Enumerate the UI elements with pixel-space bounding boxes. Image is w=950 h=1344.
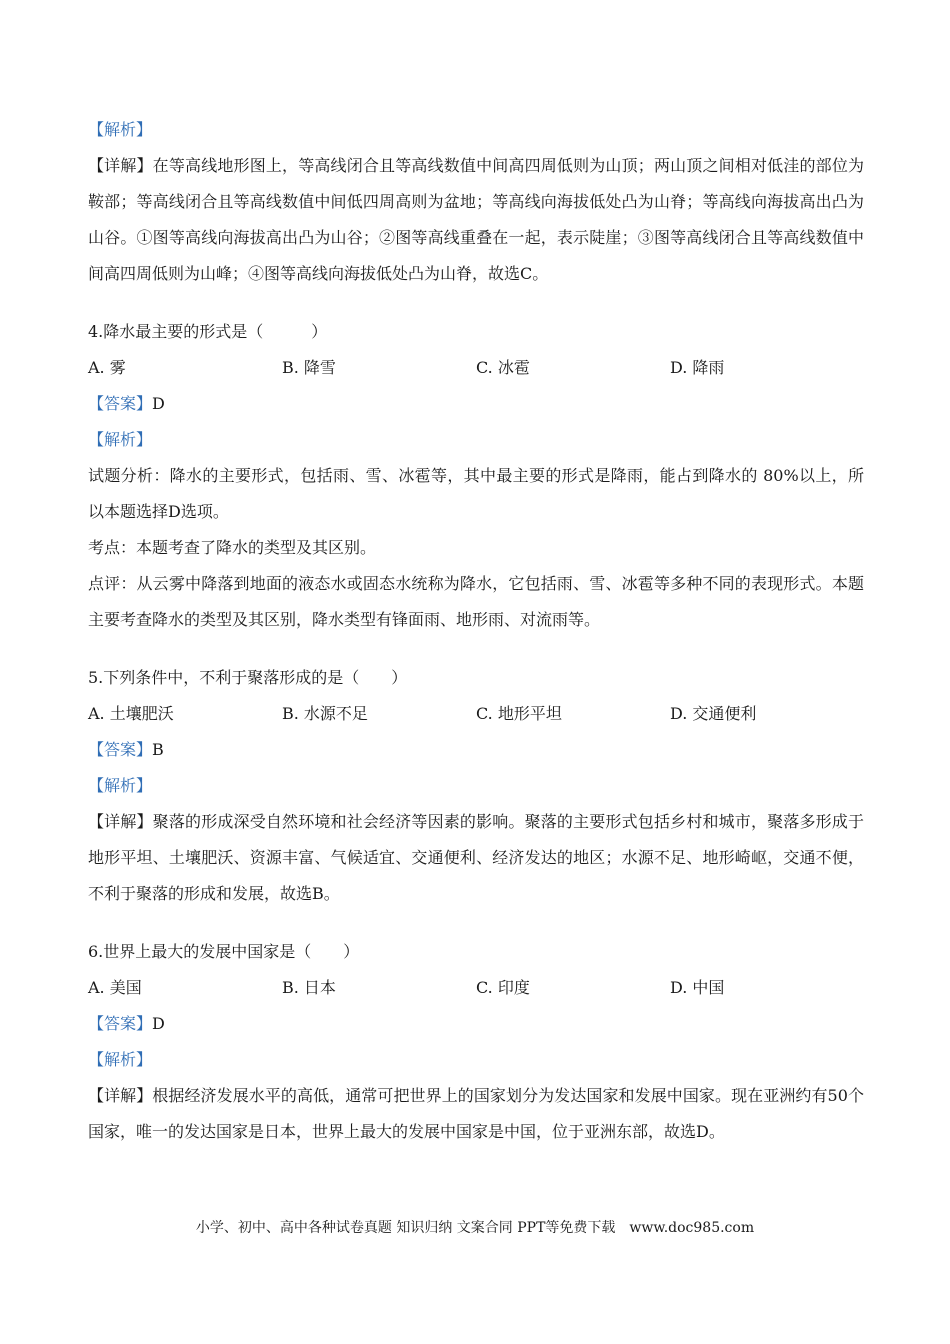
q5-option-a: A. 土壤肥沃 <box>88 704 174 723</box>
q4-option-a: A. 雾 <box>88 358 126 377</box>
q5-question: 5.下列条件中，不利于聚落形成的是（ ） <box>88 668 408 687</box>
q6-analysis-tag: 【解析】 <box>88 1050 153 1069</box>
q4-analysis: 试题分析：降水的主要形式，包括雨、雪、冰雹等，其中最主要的形式是降雨，能占到降水的 80%以上，所以本题选择D选项。 <box>88 466 864 521</box>
q5-analysis-tag: 【解析】 <box>88 776 153 795</box>
q4-answer-line <box>88 386 864 422</box>
q4-question: 4.降水最主要的形式是（ ） <box>88 322 328 341</box>
q6-answer-tag: 【答案】 <box>88 1014 153 1033</box>
q5-answer-tag: 【答案】 <box>88 740 153 759</box>
q4-options <box>88 350 864 386</box>
q3-analysis-tag: 【解析】 <box>88 120 153 139</box>
q6-option-d: D. 中国 <box>670 978 725 997</box>
page-footer: 小学、初中、高中各种试卷真题 知识归纳 文案合同 PPT等免费下载 www.doc985.com <box>195 1220 755 1236</box>
q6-option-c: C. 印度 <box>476 978 530 997</box>
q5-detail: 【详解】聚落的形成深受自然环境和社会经济等因素的影响。聚落的主要形式包括乡村和城市，聚落多形成于地形平坦、土壤肥沃、资源丰富、气候适宜、交通便利、经济发达的地区；水源不足、地形崎岖，交通不便，不利于聚落的形成和发展，故选B。 <box>88 812 864 903</box>
q4-answer: D <box>152 394 165 413</box>
q5-answer: B <box>152 740 164 759</box>
q4-option-b: B. 降雪 <box>282 358 336 377</box>
q5-option-c: C. 地形平坦 <box>476 704 562 723</box>
q6-option-b: B. 日本 <box>282 978 336 997</box>
q5-option-b: B. 水源不足 <box>282 704 368 723</box>
q6-detail: 【详解】根据经济发展水平的高低，通常可把世界上的国家划分为发达国家和发展中国家。现在亚洲约有50个国家，唯一的发达国家是日本，世界上最大的发展中国家是中国，位于亚洲东部，故选D。 <box>88 1086 864 1141</box>
q3-detail: 【详解】在等高线地形图上，等高线闭合且等高线数值中间高四周低则为山顶；两山顶之间相对低洼的部位为鞍部；等高线闭合且等高线数值中间低四周高则为盆地；等高线向海拔低处凸为山脊；等高线向海拔高出凸为山谷。①图等高线向海拔高出凸为山谷；②图等高线重叠在一起，表示陡崖；③图等高线闭合且等高线数值中间高四周低则为山峰；④图等高线向海拔低处凸为山脊，故选C。 <box>88 156 864 283</box>
q6-answer-line <box>88 1006 864 1042</box>
q6-question: 6.世界上最大的发展中国家是（ ） <box>88 942 360 961</box>
q4-option-c: C. 冰雹 <box>476 358 530 377</box>
q5-option-d: D. 交通便利 <box>670 704 757 723</box>
q4-answer-tag: 【答案】 <box>88 394 153 413</box>
q5-answer-line <box>88 732 864 768</box>
q6-options <box>88 970 864 1006</box>
q4-analysis-tag: 【解析】 <box>88 430 153 449</box>
q4-dianping: 点评：从云雾中降落到地面的液态水或固态水统称为降水，它包括雨、雪、冰雹等多种不同的表现形式。本题主要考查降水的类型及其区别，降水类型有锋面雨、地形雨、对流雨等。 <box>88 574 864 629</box>
q4-option-d: D. 降雨 <box>670 358 725 377</box>
q5-options <box>88 696 864 732</box>
q6-option-a: A. 美国 <box>88 978 142 997</box>
q4-kaodian: 考点：本题考查了降水的类型及其区别。 <box>88 538 377 557</box>
q6-answer: D <box>152 1014 165 1033</box>
document-body <box>88 112 864 1150</box>
